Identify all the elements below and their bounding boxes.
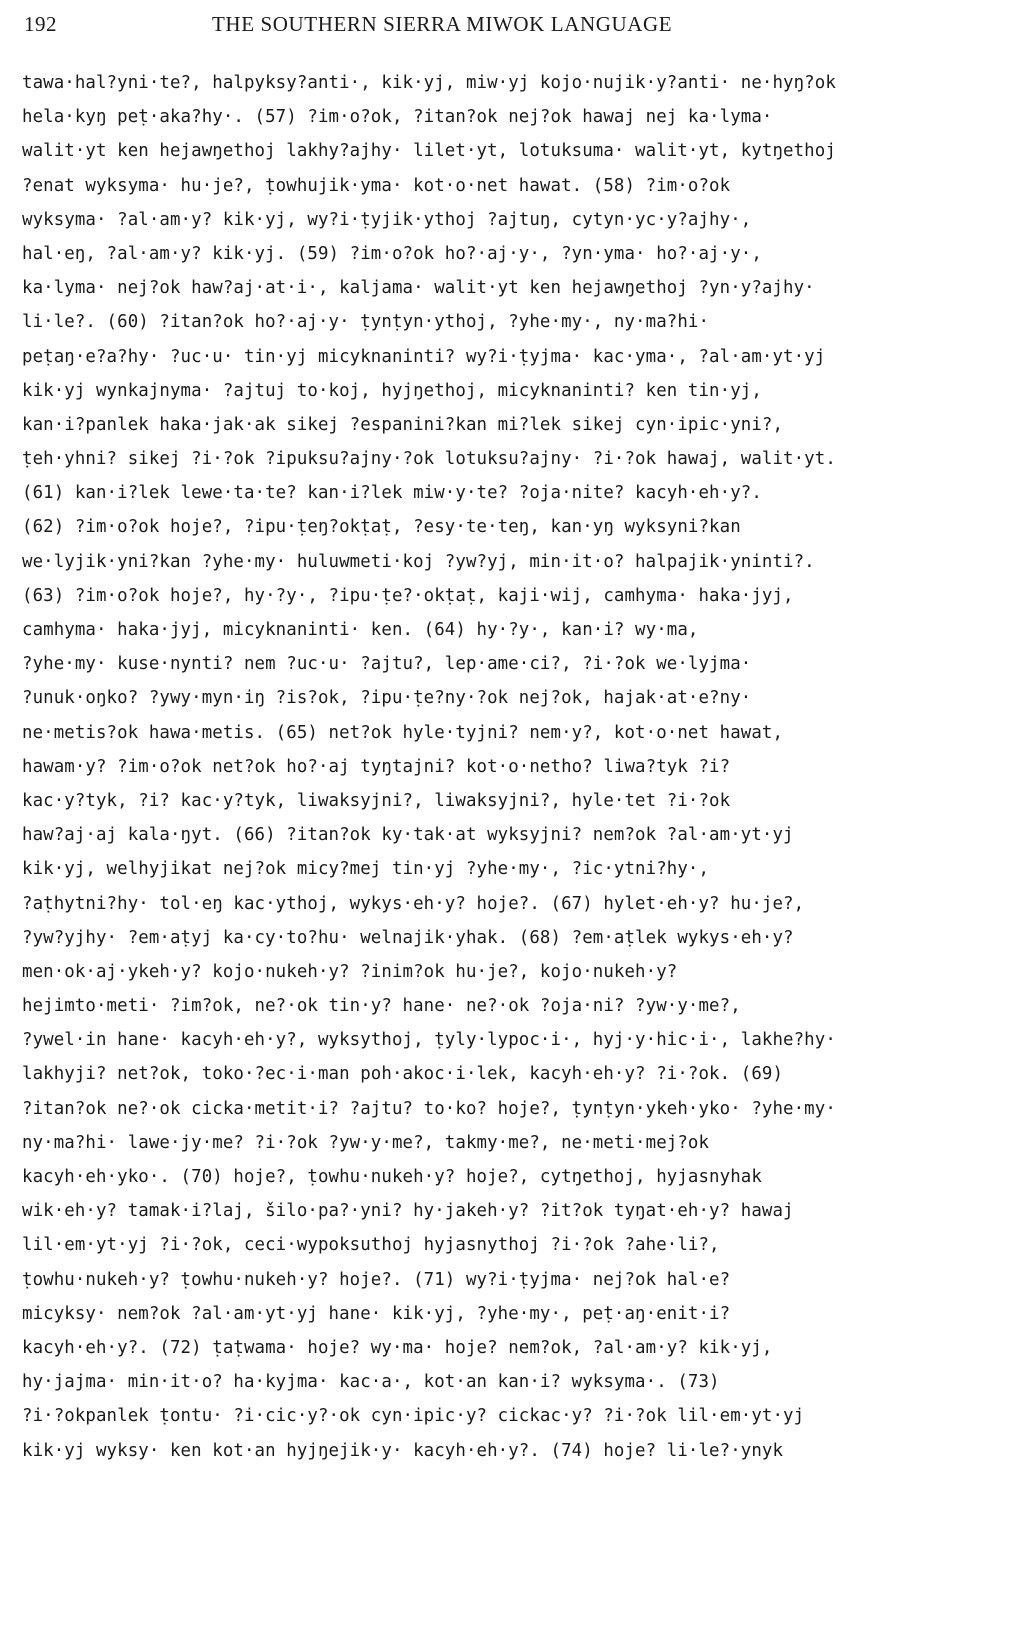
text-line: wyksyma· ?al·am·y? kik·yj, wy?i·ṭyjik·ythoj ?ajtuŋ, cytyn·yc·y?ajhy·, [22,209,752,230]
text-line: ?unuk·oŋko? ?ywy·myn·iŋ ?is?ok, ?ipu·ṭe?ny·?ok nej?ok, hajak·at·e?ny· [22,688,752,709]
text-line: peṭaŋ·e?a?hy· ?uc·u· tin·yj micyknaninti? wy?i·ṭyjma· kac·yma·, ?al·am·yt·yj [22,346,826,367]
text-line: walit·yt ken hejawŋethoj lakhy?ajhy· lilet·yt, lotuksuma· walit·yt, kytŋethoj [22,141,836,162]
text-line: hy·jajma· min·it·o? ha·kyjma· kac·a·, kot·an kan·i? wyksyma·. (73) [22,1372,720,1393]
text-line: tawa·hal?yni·te?, halpyksy?anti·, kik·yj, miw·yj kojo·nujik·y?anti· ne·hyŋ?ok [22,73,836,93]
text-line: li·le?. (60) ?itan?ok ho?·aj·y· ṭynṭyn·ythoj, ?yhe·my·, ny·ma?hi· [22,312,710,333]
text-line: hawam·y? ?im·o?ok net?ok ho?·aj tyŋtajni? kot·o·netho? liwa?tyk ?i? [22,756,731,777]
text-line: kacyh·eh·yko·. (70) hoje?, ṭowhu·nukeh·y? hoje?, cytŋethoj, hyjasnyhak [22,1167,762,1187]
text-line: ?yw?yjhy· ?em·aṭyj ka·cy·to?hu· welnajik·yhak. (68) ?em·aṭlek wykys·eh·y? [22,927,794,948]
text-line: haw?aj·aj kala·ŋyt. (66) ?itan?ok ky·tak·at wyksyjni? nem?ok ?al·am·yt·yj [22,825,794,846]
text-line: kik·yj, welhyjikat nej?ok micy?mej tin·yj ?yhe·my·, ?ic·ytni?hy·, [22,859,710,880]
text-line: lil·em·yt·yj ?i·?ok, ceci·wypoksuthoj hyjasnythoj ?i·?ok ?ahe·li?, [22,1235,720,1256]
text-line: ?yhe·my· kuse·nynti? nem ?uc·u· ?ajtu?, lep·ame·ci?, ?i·?ok we·lyjma· [22,654,752,675]
text-line: ?i·?okpanlek ṭontu· ?i·cic·y?·ok cyn·ipic·y? cickac·y? ?i·?ok lil·em·yt·yj [22,1406,805,1427]
text-line: ne·metis?ok hawa·metis. (65) net?ok hyle·tyjni? nem·y?, kot·o·net hawat, [22,722,784,743]
running-head: THE SOUTHERN SIERRA MIWOK LANGUAGE [212,12,673,36]
text-line: men·ok·aj·ykeh·y? kojo·nukeh·y? ?inim?ok hu·je?, kojo·nukeh·y? [22,961,678,982]
text-line: ?ywel·in hane· kacyh·eh·y?, wyksythoj, ṭyly·lypoc·i·, hyj·y·hic·i·, lakhe?hy· [22,1030,836,1051]
text-line: hal·eŋ, ?al·am·y? kik·yj. (59) ?im·o?ok ho?·aj·y·, ?yn·yma· ho?·aj·y·, [22,243,762,264]
text-line: ny·ma?hi· lawe·jy·me? ?i·?ok ?yw·y·me?, takmy·me?, ne·meti·mej?ok [22,1132,710,1153]
text-line: lakhyji? net?ok, toko·?ec·i·man poh·akoc·i·lek, kacyh·eh·y? ?i·?ok. (69) [22,1064,784,1085]
text-line: ṭeh·yhni? sikej ?i·?ok ?ipuksu?ajny·?ok lotuksu?ajny· ?i·?ok hawaj, walit·yt. [22,449,836,470]
text-line: hejimto·meti· ?im?ok, ne?·ok tin·y? hane· ne?·ok ?oja·ni? ?yw·y·me?, [22,996,741,1017]
text-line: camhyma· haka·jyj, micyknaninti· ken. (64) hy·?y·, kan·i? wy·ma, [22,620,699,640]
text-line: kan·i?panlek haka·jak·ak sikej ?espanini?kan mi?lek sikej cyn·ipic·yni?, [22,414,784,435]
text-line: ?aṭhytni?hy· tol·eŋ kac·ythoj, wykys·eh·y? hoje?. (67) hylet·eh·y? hu·je?, [22,893,805,914]
text-line: wik·eh·y? tamak·i?laj, šilo·pa?·yni? hy·jakeh·y? ?it?ok tyŋat·eh·y? hawaj [22,1201,794,1222]
text-line: (62) ?im·o?ok hoje?, ?ipu·ṭeŋ?okṭaṭ, ?esy·te·teŋ, kan·yŋ wyksyni?kan [22,517,741,538]
page-number: 192 [24,12,57,36]
text-line: micyksy· nem?ok ?al·am·yt·yj hane· kik·yj, ?yhe·my·, peṭ·aŋ·enit·i? [22,1303,731,1324]
text-line: ?itan?ok ne?·ok cicka·metit·i? ?ajtu? to·ko? hoje?, ṭynṭyn·ykeh·yko· ?yhe·my· [22,1098,836,1119]
text-line: kik·yj wyksy· ken kot·an hyjŋejik·y· kacyh·eh·y?. (74) hoje? li·le?·ynyk [22,1440,784,1461]
text-line: (63) ?im·o?ok hoje?, hy·?y·, ?ipu·ṭe?·okṭaṭ, kaji·wij, camhyma· haka·jyj, [22,585,794,606]
text-line: ?enat wyksyma· hu·je?, ṭowhujik·yma· kot·o·net hawat. (58) ?im·o?ok [22,175,731,196]
page-header [24,12,784,44]
text-line: we·lyjik·yni?kan ?yhe·my· huluwmeti·koj ?yw?yj, min·it·o? halpajik·yninti?. [22,551,815,572]
text-line: kac·y?tyk, ?i? kac·y?tyk, liwaksyjni?, liwaksyjni?, hyle·tet ?i·?ok [22,790,731,811]
text-line: (61) kan·i?lek lewe·ta·te? kan·i?lek miw·y·te? ?oja·nite? kacyh·eh·y?. [22,483,762,504]
text-line: ṭowhu·nukeh·y? ṭowhu·nukeh·y? hoje?. (71) wy?i·ṭyjma· nej?ok hal·e? [22,1269,731,1290]
text-line: kacyh·eh·y?. (72) ṭaṭwama· hoje? wy·ma· hoje? nem?ok, ?al·am·y? kik·yj, [22,1337,773,1358]
text-line: hela·kyŋ peṭ·aka?hy·. (57) ?im·o?ok, ?itan?ok nej?ok hawaj nej ka·lyma· [22,107,773,128]
body-text [22,66,1007,1468]
text-line: kik·yj wynkajnyma· ?ajtuj to·koj, hyjŋethoj, micyknaninti? ken tin·yj, [22,380,762,401]
text-line: ka·lyma· nej?ok haw?aj·at·i·, kaljama· walit·yt ken hejawŋethoj ?yn·y?ajhy· [22,278,815,299]
